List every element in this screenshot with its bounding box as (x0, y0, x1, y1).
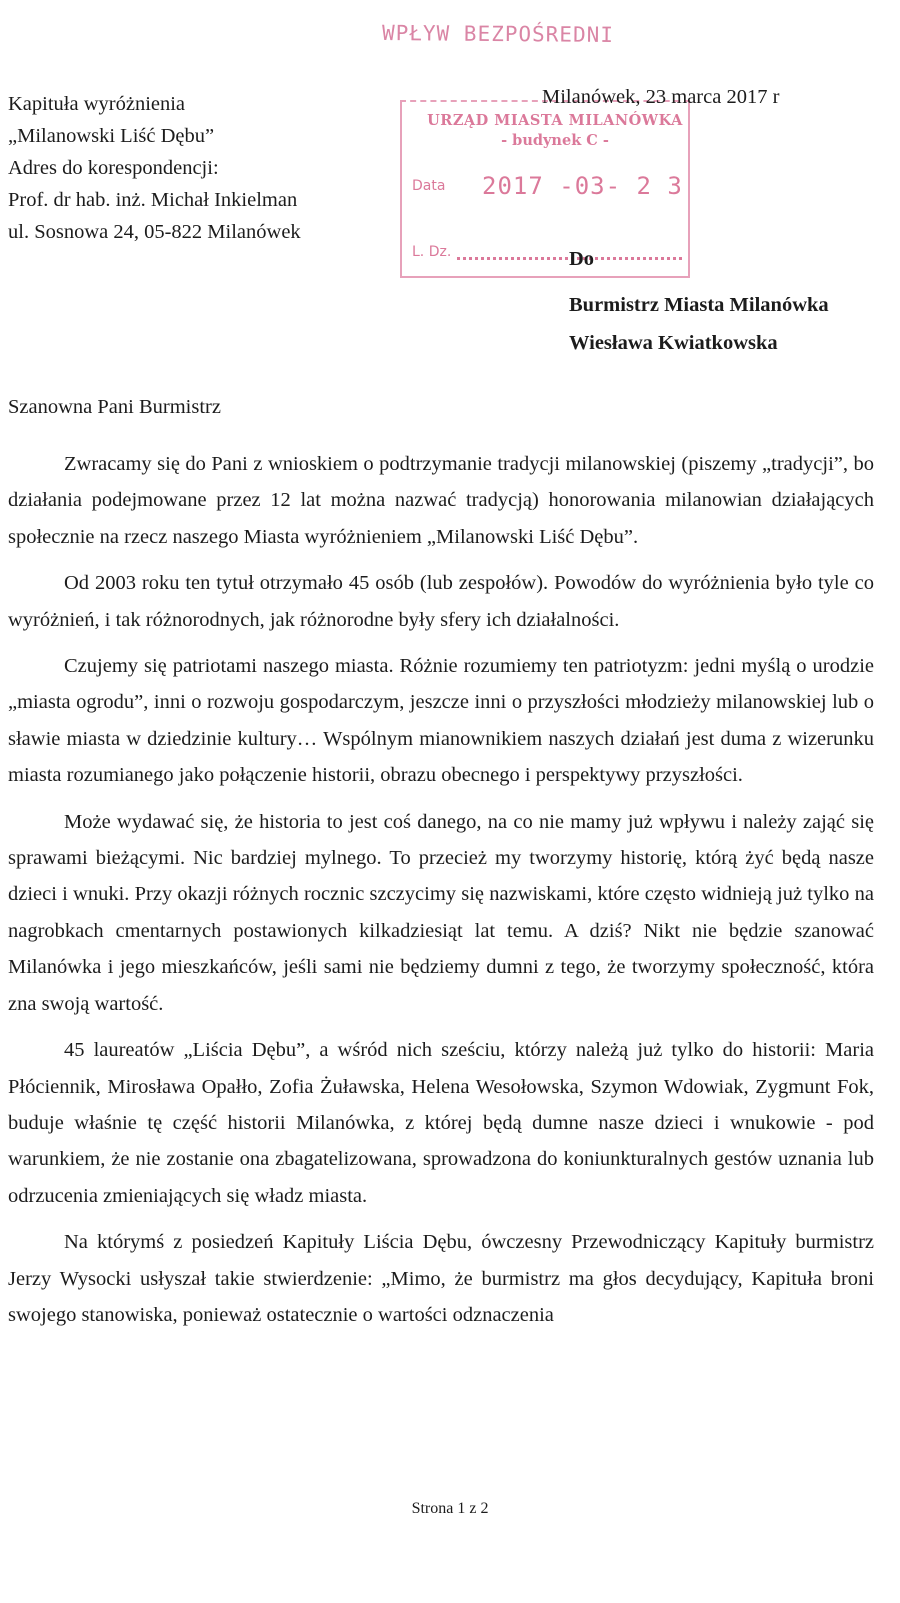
recipient-line: Wiesława Kwiatkowska (569, 332, 778, 354)
stamp-date-value: 2017 -03- 2 3 (482, 172, 683, 200)
incoming-stamp: WPŁYW BEZPOŚREDNI (381, 20, 615, 48)
stamp-office-name: URZĄD MIASTA MILANÓWKA (427, 112, 683, 129)
page-number: Strona 1 z 2 (411, 1500, 489, 1517)
recipient-line: Burmistrz Miasta Milanówka (569, 294, 829, 316)
body-paragraph: Może wydawać się, że historia to jest coś danego, na co nie mamy już wpływu i należy zająć się sprawami bieżącymi. Nic bardziej mylnego. To przecież my tworzymy historię, którą żyć będą nasze dzieci i wnuki. Przy okazji różnych rocznic szczycimy się nazwiskami, które często widnieją już tylko na nagrobkach cmentarnych postawionych kilkadziesiąt lat temu. A dziś? Nikt nie będzie szanować Milanówka i jego mieszkańców, jeśli sami nie będziemy dumni z tego, że tworzymy społeczność, która zna swoją wartość. (8, 810, 874, 1015)
sender-line: Kapituła wyróżnienia (8, 93, 186, 115)
salutation: Szanowna Pani Burmistrz (8, 396, 221, 418)
recipient-block (569, 286, 829, 362)
body-paragraph: Od 2003 roku ten tytuł otrzymało 45 osób (lub zespołów). Powodów do wyróżnienia było tyle co wyróżnień, i tak różnorodnych, jak różnorodne były sfery ich działalności. (8, 572, 874, 631)
sender-line: Prof. dr hab. inż. Michał Inkielman (8, 189, 298, 211)
recipient-to-label: Do (569, 248, 595, 270)
sender-line: Adres do korespondencji: (8, 157, 219, 179)
body-paragraph: Czujemy się patriotami naszego miasta. Różnie rozumiemy ten patriotyzm: jedni myślą o urodzie „miasta ogrodu”, inni o rozwoju gospodarczym, jeszcze inni o przyszłości młodzieży milanowskiej lub o sławie miasta w dziedzinie kultury… Wspólnym mianownikiem naszych działań jest duma z wizerunku miasta rozumianego jako połączenie historii, obrazu obecnego i perspektywy przyszłości. (8, 655, 874, 787)
letter-body (8, 446, 874, 1343)
body-paragraph: Na którymś z posiedzeń Kapituły Liścia Dębu, ówczesny Przewodniczący Kapituły burmistrz Jerzy Wysocki usłyszał takie stwierdzenie: „Mimo, że burmistrz ma głos decydujący, Kapituła broni swojego stanowiska, ponieważ ostatecznie o wartości odznaczenia (8, 1231, 874, 1326)
stamp-building: - budynek C - (501, 132, 609, 149)
body-paragraph: Zwracamy się do Pani z wnioskiem o podtrzymanie tradycji milanowskiej (piszemy „tradycji”, bo działania podejmowane przez 12 lat można nazwać tradycją) honorowania milanowian działających społecznie na rzecz naszego Miasta wyróżnieniem „Milanowski Liść Dębu”. (8, 453, 874, 548)
registration-stamp (400, 100, 690, 278)
body-paragraph: 45 laureatów „Liścia Dębu”, a wśród nich sześciu, którzy należą już tylko do historii: Maria Płóciennik, Mirosława Opałło, Zofia Żuławska, Helena Wesołowska, Szymon Wdowiak, Zygmunt Fok, buduje właśnie tę część historii Milanówka, z której będą dumne nasze dzieci i wnukowie - pod warunkiem, że nie zostanie ona zbagatelizowana, sprowadzona do koniunkturalnych gestów uznania lub odrzucenia zmieniających się władz miasta. (8, 1039, 874, 1207)
letter-date: Milanówek, 23 marca 2017 r (542, 86, 780, 108)
sender-line: „Milanowski Liść Dębu” (8, 125, 215, 147)
sender-line: ul. Sosnowa 24, 05-822 Milanówek (8, 221, 301, 243)
stamp-ldz-label: L. Dz. (412, 244, 452, 260)
sender-address-block (8, 88, 301, 248)
stamp-date-label: Data (412, 178, 446, 194)
